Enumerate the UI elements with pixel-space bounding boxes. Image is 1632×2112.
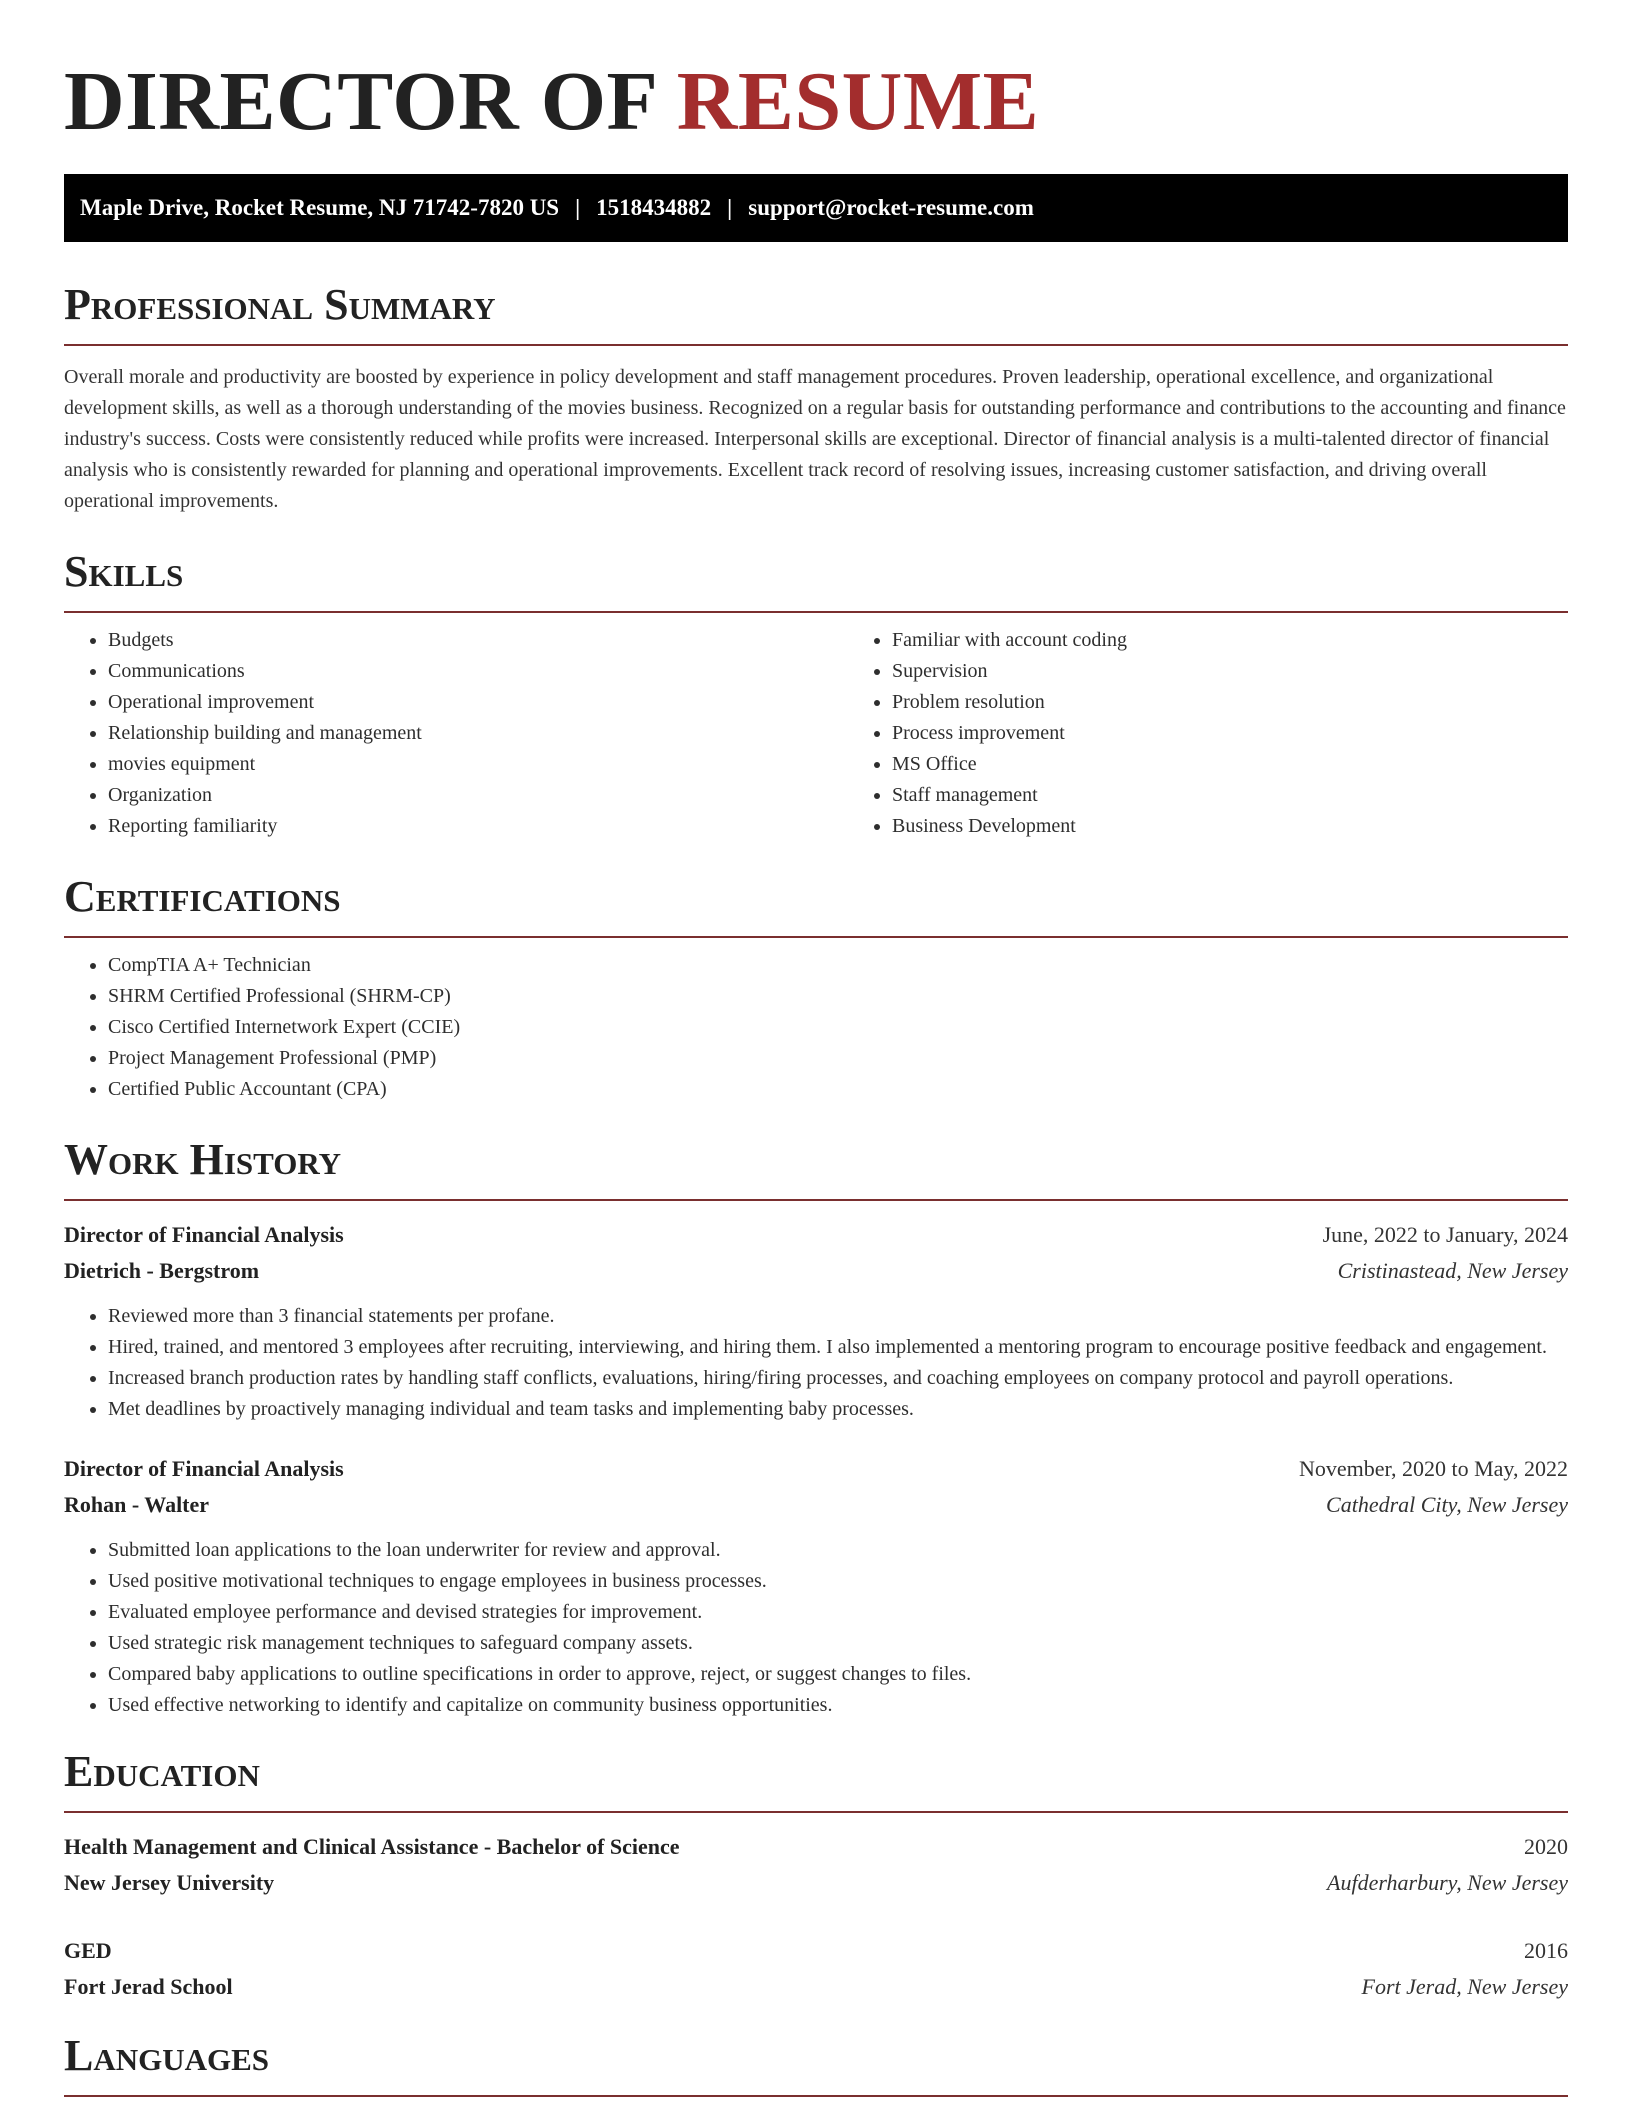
education-entry bbox=[64, 1829, 1568, 1901]
education-year: 2016 bbox=[1524, 1938, 1568, 1963]
job-bullet: • Met deadlines by proactively managing individual and team tasks and implementing baby processes. bbox=[108, 1394, 1568, 1425]
education-header bbox=[64, 1829, 1568, 1865]
job-subheader bbox=[64, 1253, 1568, 1289]
job-bullet: • Reviewed more than 3 financial statements per profane. bbox=[108, 1301, 1568, 1332]
summary-text: Overall morale and productivity are boosted by experience in policy development and staff management procedures. Proven leadership, operational excellence, and organizational development skills, as well as a thorough understanding of the movies business. Recognized on a regular basis for outstanding performance and contributions to the accounting and finance industry's success. Costs were consistently reduced while profits were increased. Interpersonal skills are exceptional. Director of financial analysis is a multi-talented director of financial analysis who is consistently rewarded for planning and operational improvements. Excellent track record of resolving issues, increasing customer satisfaction, and driving overall operational improvements. bbox=[64, 366, 1566, 512]
contact-bar bbox=[64, 174, 1568, 242]
education-location: Fort Jerad, New Jersey bbox=[1361, 1974, 1568, 1999]
skills-list-right bbox=[848, 625, 1632, 842]
skills-list-left bbox=[64, 625, 848, 842]
job-header bbox=[64, 1217, 1568, 1253]
certification-item: • SHRM Certified Professional (SHRM-CP) bbox=[108, 981, 1568, 1012]
job-bullet: • Submitted loan applications to the loan underwriter for review and approval. bbox=[108, 1535, 1568, 1566]
work-history-section bbox=[64, 1135, 1568, 1721]
certifications-heading: Certifications bbox=[64, 872, 1568, 938]
skill-item: • Organization bbox=[108, 780, 848, 811]
skill-item: • Reporting familiarity bbox=[108, 811, 848, 842]
job-entry bbox=[64, 1217, 1568, 1425]
skill-item: • MS Office bbox=[892, 749, 1632, 780]
job-dates: November, 2020 to May, 2022 bbox=[1299, 1456, 1568, 1481]
contact-phone[interactable]: 1518434882 bbox=[596, 195, 712, 220]
job-location: Cristinastead, New Jersey bbox=[1337, 1258, 1568, 1283]
resume-name bbox=[64, 52, 1568, 152]
job-bullet: • Increased branch production rates by handling staff conflicts, evaluations, hiring/firing processes, and coaching employees on company protocol and payroll operations. bbox=[108, 1363, 1568, 1394]
education-location: Aufderharbury, New Jersey bbox=[1327, 1870, 1568, 1895]
work-history-heading: Work History bbox=[64, 1135, 1568, 1201]
education-degree: GED bbox=[64, 1938, 112, 1963]
contact-email[interactable]: support@rocket-resume.com bbox=[748, 195, 1034, 220]
job-bullet: • Evaluated employee performance and devised strategies for improvement. bbox=[108, 1597, 1568, 1628]
certifications-list bbox=[64, 950, 1568, 1105]
education-year: 2020 bbox=[1524, 1834, 1568, 1859]
skill-item: • Budgets bbox=[108, 625, 848, 656]
education-subheader bbox=[64, 1969, 1568, 2005]
skill-item: • Familiar with account coding bbox=[892, 625, 1632, 656]
skill-item: • Process improvement bbox=[892, 718, 1632, 749]
education-degree: Health Management and Clinical Assistance - Bachelor of Science bbox=[64, 1834, 680, 1859]
summary-heading: Professional Summary bbox=[64, 280, 1568, 346]
contact-address: Maple Drive, Rocket Resume, NJ 71742-7820 US bbox=[80, 195, 560, 220]
skill-item: • Relationship building and management bbox=[108, 718, 848, 749]
job-bullets bbox=[64, 1535, 1568, 1721]
education-subheader bbox=[64, 1865, 1568, 1901]
education-school: Fort Jerad School bbox=[64, 1974, 233, 1999]
education-section bbox=[64, 1747, 1568, 2005]
skills-heading: Skills bbox=[64, 547, 1568, 613]
job-bullet: • Compared baby applications to outline specifications in order to approve, reject, or suggest changes to files. bbox=[108, 1659, 1568, 1690]
skill-item: • Supervision bbox=[892, 656, 1632, 687]
job-entry bbox=[64, 1451, 1568, 1721]
skill-item: • movies equipment bbox=[108, 749, 848, 780]
job-title: Director of Financial Analysis bbox=[64, 1456, 344, 1481]
certification-item: • Project Management Professional (PMP) bbox=[108, 1043, 1568, 1074]
languages-section bbox=[64, 2031, 1568, 2097]
job-bullet: • Used positive motivational techniques to engage employees in business processes. bbox=[108, 1566, 1568, 1597]
skills-section bbox=[64, 547, 1568, 842]
education-header bbox=[64, 1933, 1568, 1969]
name-part-primary: DIRECTOR OF bbox=[64, 55, 656, 148]
job-subheader bbox=[64, 1487, 1568, 1523]
education-school: New Jersey University bbox=[64, 1870, 275, 1895]
job-company: Rohan - Walter bbox=[64, 1492, 210, 1517]
education-heading: Education bbox=[64, 1747, 1568, 1813]
job-company: Dietrich - Bergstrom bbox=[64, 1258, 260, 1283]
job-dates: June, 2022 to January, 2024 bbox=[1322, 1222, 1568, 1247]
summary-section bbox=[64, 280, 1568, 517]
skill-item: • Staff management bbox=[892, 780, 1632, 811]
job-bullets bbox=[64, 1301, 1568, 1425]
job-title: Director of Financial Analysis bbox=[64, 1222, 344, 1247]
job-location: Cathedral City, New Jersey bbox=[1326, 1492, 1568, 1517]
education-entry bbox=[64, 1933, 1568, 2005]
certification-item: • Certified Public Accountant (CPA) bbox=[108, 1074, 1568, 1105]
skill-item: • Communications bbox=[108, 656, 848, 687]
skill-item: • Business Development bbox=[892, 811, 1632, 842]
name-part-accent: RESUME bbox=[676, 55, 1040, 148]
job-bullet: • Used strategic risk management techniques to safeguard company assets. bbox=[108, 1628, 1568, 1659]
contact-separator: | bbox=[575, 195, 581, 220]
job-bullet: • Hired, trained, and mentored 3 employees after recruiting, interviewing, and hiring them. I also implemented a mentoring program to encourage positive feedback and engagement. bbox=[108, 1332, 1568, 1363]
contact-separator: | bbox=[727, 195, 733, 220]
certification-item: • Cisco Certified Internetwork Expert (CCIE) bbox=[108, 1012, 1568, 1043]
skill-item: • Problem resolution bbox=[892, 687, 1632, 718]
certification-item: • CompTIA A+ Technician bbox=[108, 950, 1568, 981]
skills-grid bbox=[64, 625, 1568, 842]
skill-item: • Operational improvement bbox=[108, 687, 848, 718]
job-header bbox=[64, 1451, 1568, 1487]
languages-heading: Languages bbox=[64, 2031, 1568, 2097]
job-bullet: • Used effective networking to identify and capitalize on community business opportunities. bbox=[108, 1690, 1568, 1721]
certifications-section bbox=[64, 872, 1568, 1105]
